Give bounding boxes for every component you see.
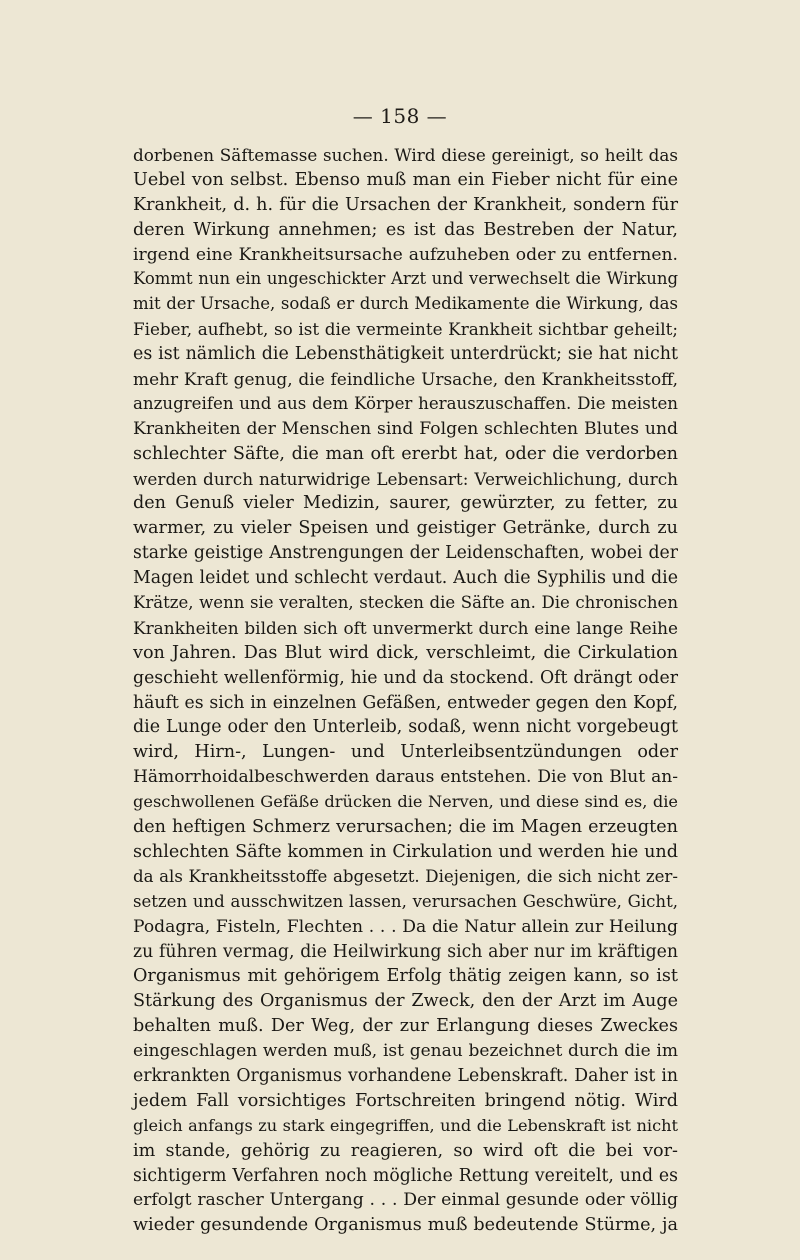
text-line: warmer, zu vieler Speisen und geistiger Getränke, durch zu	[133, 518, 678, 539]
text-line: schlechter Säfte, die man oft ererbt hat, oder die verdorben	[133, 443, 678, 464]
text-line: da als Krankheitsstoffe abgesetzt. Diejenigen, die sich nicht zer-	[133, 866, 678, 886]
text-line: Magen leidet und schlecht verdaut. Auch die Syphilis und die	[133, 568, 678, 589]
text-line: Stärkung des Organismus der Zweck, den der Arzt im Auge	[133, 991, 678, 1012]
text-line: Krankheiten der Menschen sind Folgen schlechten Blutes und	[133, 418, 678, 439]
text-line: zu führen vermag, die Heilwirkung sich aber nur im kräftigen	[133, 941, 678, 962]
text-line: jedem Fall vorsichtiges Fortschreiten bringend nötig. Wird	[133, 1090, 678, 1111]
text-line: die Lunge oder den Unterleib, sodaß, wenn nicht vorgebeugt	[133, 717, 678, 738]
text-line: von Jahren. Das Blut wird dick, verschleimt, die Cirkulation	[133, 642, 678, 663]
text-line: behalten muß. Der Weg, der zur Erlangung dieses Zweckes	[133, 1016, 678, 1037]
text-line: setzen und ausschwitzen lassen, verursachen Geschwüre, Gicht,	[133, 891, 678, 911]
text-line: starke geistige Anstrengungen der Leidenschaften, wobei der	[133, 543, 678, 564]
text-line: deren Wirkung annehmen; es ist das Bestreben der Natur,	[133, 219, 678, 240]
text-line: werden durch naturwidrige Lebensart: Verweichlichung, durch	[133, 468, 678, 489]
text-line: sichtigerm Verfahren noch mögliche Rettung vereitelt, und es	[133, 1165, 678, 1186]
text-line: Kommt nun ein ungeschickter Arzt und verwechselt die Wirkung	[133, 269, 678, 289]
text-line: Krankheiten bilden sich oft unvermerkt durch eine lange Reihe	[133, 617, 678, 638]
text-line: erfolgt rascher Untergang . . . Der einmal gesunde oder völlig	[133, 1190, 678, 1211]
text-line: eingeschlagen werden muß, ist genau bezeichnet durch die im	[133, 1041, 678, 1062]
text-line: gleich anfangs zu stark eingegriffen, und die Lebenskraft ist nicht	[133, 1115, 678, 1135]
text-line: es ist nämlich die Lebensthätigkeit unterdrückt; sie hat nicht	[133, 344, 678, 365]
text-line: geschwollenen Gefäße drücken die Nerven, und diese sind es, die	[133, 792, 678, 812]
text-line: dorbenen Säftemasse suchen. Wird diese gereinigt, so heilt das	[133, 145, 678, 165]
text-line: irgend eine Krankheitsursache aufzuheben oder zu entfernen.	[133, 244, 678, 265]
text-line: Krankheit, d. h. für die Ursachen der Krankheit, sondern für	[133, 194, 678, 215]
text-line: den Genuß vieler Medizin, saurer, gewürzter, zu fetter, zu	[133, 493, 678, 514]
text-line: häuft es sich in einzelnen Gefäßen, entweder gegen den Kopf,	[133, 692, 678, 713]
text-line: Uebel von selbst. Ebenso muß man ein Fieber nicht für eine	[133, 169, 678, 190]
text-line: Organismus mit gehörigem Erfolg thätig zeigen kann, so ist	[133, 966, 678, 987]
text-line: Hämorrhoidalbeschwerden daraus entstehen. Die von Blut an-	[133, 767, 678, 788]
text-line: wieder gesundende Organismus muß bedeutende Stürme, ja	[133, 1215, 678, 1236]
text-line: erkrankten Organismus vorhandene Lebenskraft. Daher ist in	[133, 1065, 678, 1086]
text-line: geschieht wellenförmig, hie und da stockend. Oft drängt oder	[133, 667, 678, 688]
text-line: wird, Hirn-, Lungen- und Unterleibsentzündungen oder	[133, 742, 678, 763]
text-line: mit der Ursache, sodaß er durch Medikamente die Wirkung, das	[133, 294, 678, 314]
text-line: anzugreifen und aus dem Körper herauszuschaffen. Die meisten	[133, 393, 678, 413]
text-line: den heftigen Schmerz verursachen; die im Magen erzeugten	[133, 817, 678, 838]
text-line: Podagra, Fisteln, Flechten . . . Da die Natur allein zur Heilung	[133, 916, 678, 937]
text-line: Krätze, wenn sie veralten, stecken die Säfte an. Die chronischen	[133, 593, 678, 613]
text-line: Fieber, aufhebt, so ist die vermeinte Krankheit sichtbar geheilt;	[133, 319, 678, 340]
text-line: im stande, gehörig zu reagieren, so wird oft die bei vor-	[133, 1140, 678, 1161]
body-text	[133, 143, 678, 1238]
text-line: mehr Kraft genug, die feindliche Ursache, den Krankheitsstoff,	[133, 369, 678, 390]
page-number: — 158 —	[352, 104, 448, 128]
text-line: schlechten Säfte kommen in Cirkulation und werden hie und	[133, 841, 678, 862]
